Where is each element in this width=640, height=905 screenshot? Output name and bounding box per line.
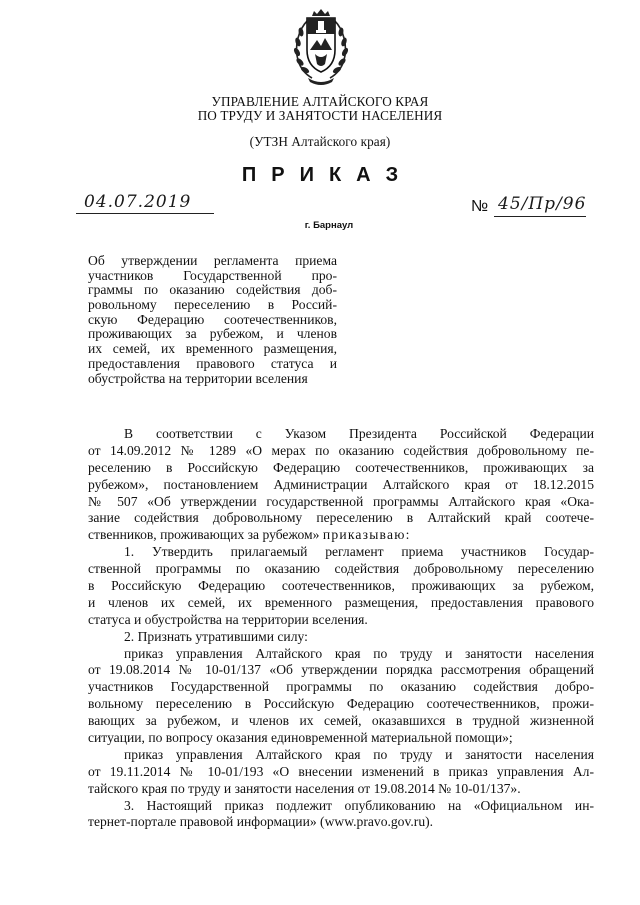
subject-line: проживающих за рубежом, и членов <box>88 326 337 342</box>
subject-line: скую Федерацию соотечественников, <box>88 311 337 327</box>
item-2b-line: приказ управления Алтайского края по труду и занятости населения <box>124 746 594 762</box>
city-label: г. Барнаул <box>304 220 354 231</box>
item-2-heading: 2. Признать утратившими силу: <box>124 628 308 644</box>
subject-line: их семей, их временного размещения, <box>88 341 337 357</box>
item-2b-line: тайского края по труду и занятости населения от 19.08.2014 № 10-01/137». <box>88 780 521 796</box>
org-abbreviation: (УТЗН Алтайского края) <box>249 134 391 149</box>
handwritten-date: 04.07.2019 <box>84 192 192 212</box>
item-1-line: и членов их семей, их временного размещения, предоставления правового <box>88 594 594 610</box>
body-line: № 507 «Об утверждении государственной программы Алтайского края «Ока- <box>88 493 594 509</box>
body-line: от 14.09.2012 № 1289 «О мерах по оказанию содействия добровольному пе- <box>88 442 594 458</box>
item-2a-line: вающих за рубежом, и членов их семей, оказавшихся в трудной жизненной <box>88 713 594 729</box>
item-1-line: ственной программы по оказанию содействия добровольному переселению <box>88 561 594 577</box>
item-3-line: тернет-портале правовой информации» (www.pravo.gov.ru). <box>88 814 434 830</box>
body-text: ственников, проживающих за рубежом» <box>88 527 320 543</box>
item-3-line: 3. Настоящий приказ подлежит опубликованию на «Официальном ин- <box>124 797 594 813</box>
coat-of-arms-icon <box>290 8 352 86</box>
number-label: № <box>471 198 489 215</box>
handwritten-number: 45/Пр/96 <box>498 194 587 214</box>
body-line: В соответствии с Указом Президента Российской Федерации <box>124 426 594 441</box>
item-2a-line: участников Государственной программы по оказанию содействия добро- <box>88 679 594 695</box>
document-title: ПРИКАЗ <box>241 164 414 186</box>
item-2a-line: ситуации, по вопросу оказания единовременной материальной помощи»; <box>88 730 513 746</box>
item-2b-line: от 19.11.2014 № 10-01/193 «О внесении изменений в приказ управления Ал- <box>88 763 594 779</box>
subject-line: Об утверждении регламента приема <box>88 253 337 268</box>
subject-line: участников Государственной про- <box>88 267 337 283</box>
body-line: рубежом», постановлением Администрации Алтайского края от 18.12.2015 <box>88 476 594 492</box>
body-line: реселению в Российскую Федерацию соотечественников, проживающих за <box>88 459 594 475</box>
subject-block <box>88 254 337 386</box>
subject-line: граммы по оказанию содействия доб- <box>88 282 337 298</box>
subject-line: обустройства на территории вселения <box>88 370 308 386</box>
item-2a-line: вольному переселению в Российскую Федерацию соотечественников, прожи- <box>88 696 594 712</box>
item-1-line: в Российскую Федерацию соотечественников, проживающих за рубежом, <box>88 578 594 594</box>
subject-line: предоставления правового статуса и <box>88 355 337 371</box>
org-name-line-1: УПРАВЛЕНИЕ АЛТАЙСКОГО КРАЯ <box>211 94 429 109</box>
item-1-line: статуса и обустройства на территории вселения. <box>88 611 368 627</box>
body-line: зание содействия добровольному переселению в Алтайский край соотече- <box>88 510 594 526</box>
item-2a-line: приказ управления Алтайского края по труду и занятости населения <box>124 645 594 661</box>
date-underline <box>76 213 214 214</box>
org-name-line-2: ПО ТРУДУ И ЗАНЯТОСТИ НАСЕЛЕНИЯ <box>197 108 443 123</box>
order-body <box>88 426 594 831</box>
subject-line: ровольному переселению в Россий- <box>88 297 337 313</box>
number-underline <box>494 216 586 217</box>
item-1-line: 1. Утвердить прилагаемый регламент приема участников Государ- <box>124 544 594 560</box>
item-2a-line: от 19.08.2014 № 10-01/137 «Об утверждении порядка рассмотрения обращений <box>88 662 594 678</box>
body-line <box>88 527 594 544</box>
order-word: приказываю: <box>322 527 411 543</box>
